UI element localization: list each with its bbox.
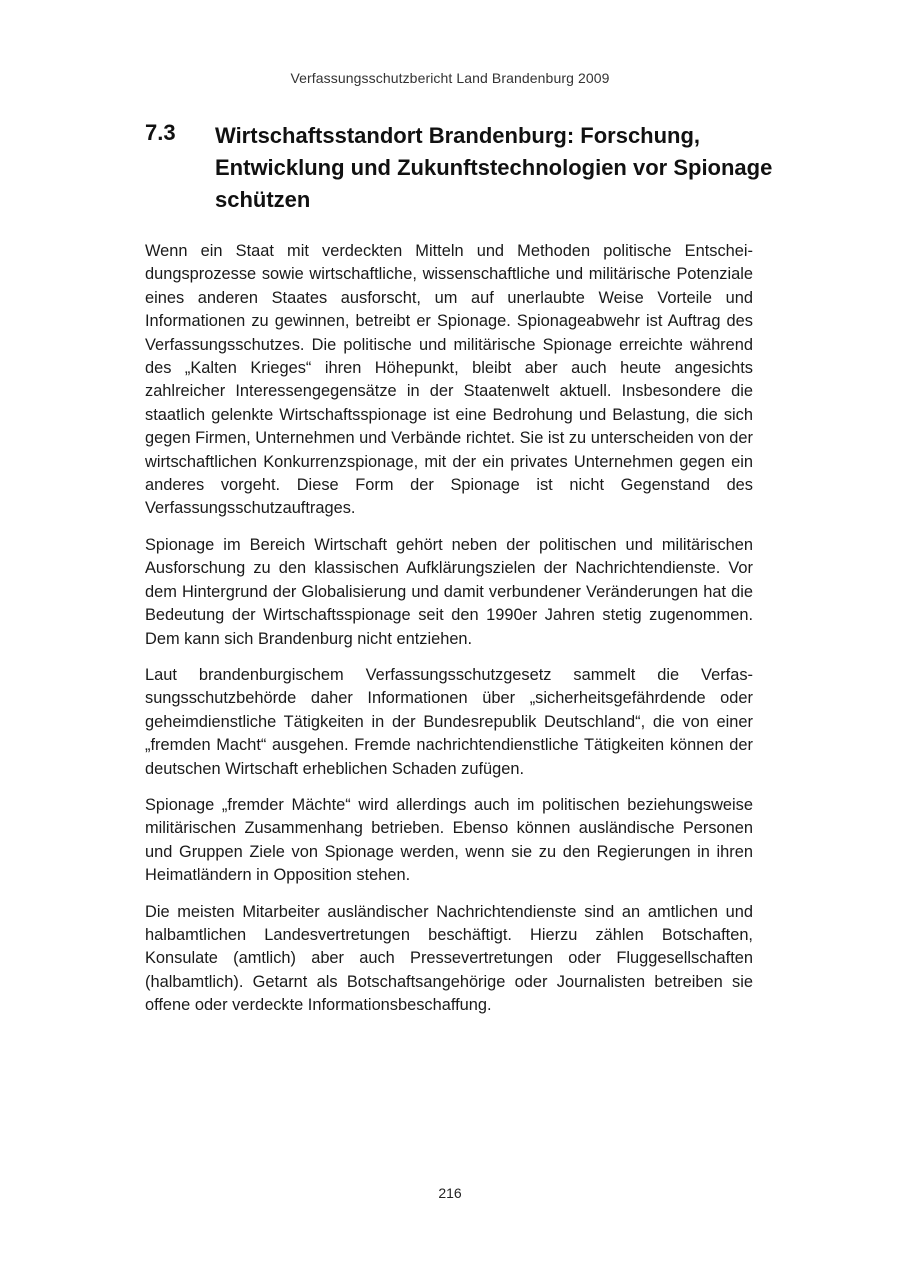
paragraph-1: Wenn ein Staat mit verdeckten Mitteln und Methoden politische Entscheidungsprozesse sowie wirtschaftliche, wissenschaftliche und militärische Potenziale eines anderen Staates ausforscht, um auf unerlaubte Weise Vorteile und Informationen zu gewinnen, betreibt er Spionage. Spionageabwehr ist Auftrag des Verfassungsschutzes. Die politische und militärische Spionage erreichte während des „Kalten Krieges“ ihren Höhepunkt, bleibt aber auch heute angesichts zahlreicher Interessengegensätze in der Staatenwelt aktuell. Insbesondere die staatlich gelenkte Wirtschaftsspionage ist eine Bedrohung und Belastung, die sich gegen Firmen, Unternehmen und Verbände richtet. Sie ist zu unterscheiden von der wirtschaftlichen Konkurrenzspionage, mit der ein privates Unternehmen gegen ein anderes vorgeht. Diese Form der Spionage ist nicht Gegenstand des Verfassungsschutzauftrages. (145, 242, 753, 518)
chapter-number: 7.3 (145, 120, 176, 145)
paragraph-5: Die meisten Mitarbeiter ausländischer Nachrichtendienste sind an amtlichen und halbamtlichen Landesvertretungen beschäftigt. Hierzu zählen Botschaften, Konsulate (amtlich) aber auch Pressevertretungen oder Fluggesellschaften (halbamtlich). Getarnt als Botschaftsangehörige oder Journalisten betreiben sie offene oder verdeckte Informationsbeschaffung. (145, 902, 753, 1015)
running-header: Verfassungsschutzbericht Land Brandenburg 2009 (290, 70, 610, 86)
chapter-title: Wirtschaftsstandort Brandenburg: Forschung, Entwicklung und Zukunftstechnologien vor Spionage schützen (215, 123, 773, 212)
page-number: 216 (438, 1185, 462, 1201)
paragraph-3: Laut brandenburgischem Verfassungsschutzgesetz sammelt die Verfassungsschutzbehörde daher Informationen über „sicherheitsgefährdende oder geheimdienstliche Tätigkeiten in der Bundesrepublik Deutschland“, die von einer „fremden Macht“ ausgehen. Fremde nachrichtendienstliche Tätigkeiten können der deutschen Wirtschaft erheblichen Schaden zufügen. (145, 665, 753, 778)
paragraph-4: Spionage „fremder Mächte“ wird allerdings auch im politischen beziehungsweise militärischen Zusammenhang betrieben. Ebenso können ausländische Personen und Gruppen Ziele von Spionage werden, wenn sie zu den Regierungen in ihren Heimatländern in Opposition stehen. (145, 795, 753, 885)
paragraph-2: Spionage im Bereich Wirtschaft gehört neben der politischen und militärischen Ausforschung zu den klassischen Aufklärungszielen der Nachrichtendienste. Vor dem Hintergrund der Globalisierung und damit verbundener Veränderungen hat die Bedeutung der Wirtschaftsspionage seit den 1990er Jahren stetig zugenommen. Dem kann sich Brandenburg nicht entziehen. (145, 535, 753, 648)
body-text (145, 240, 753, 1031)
